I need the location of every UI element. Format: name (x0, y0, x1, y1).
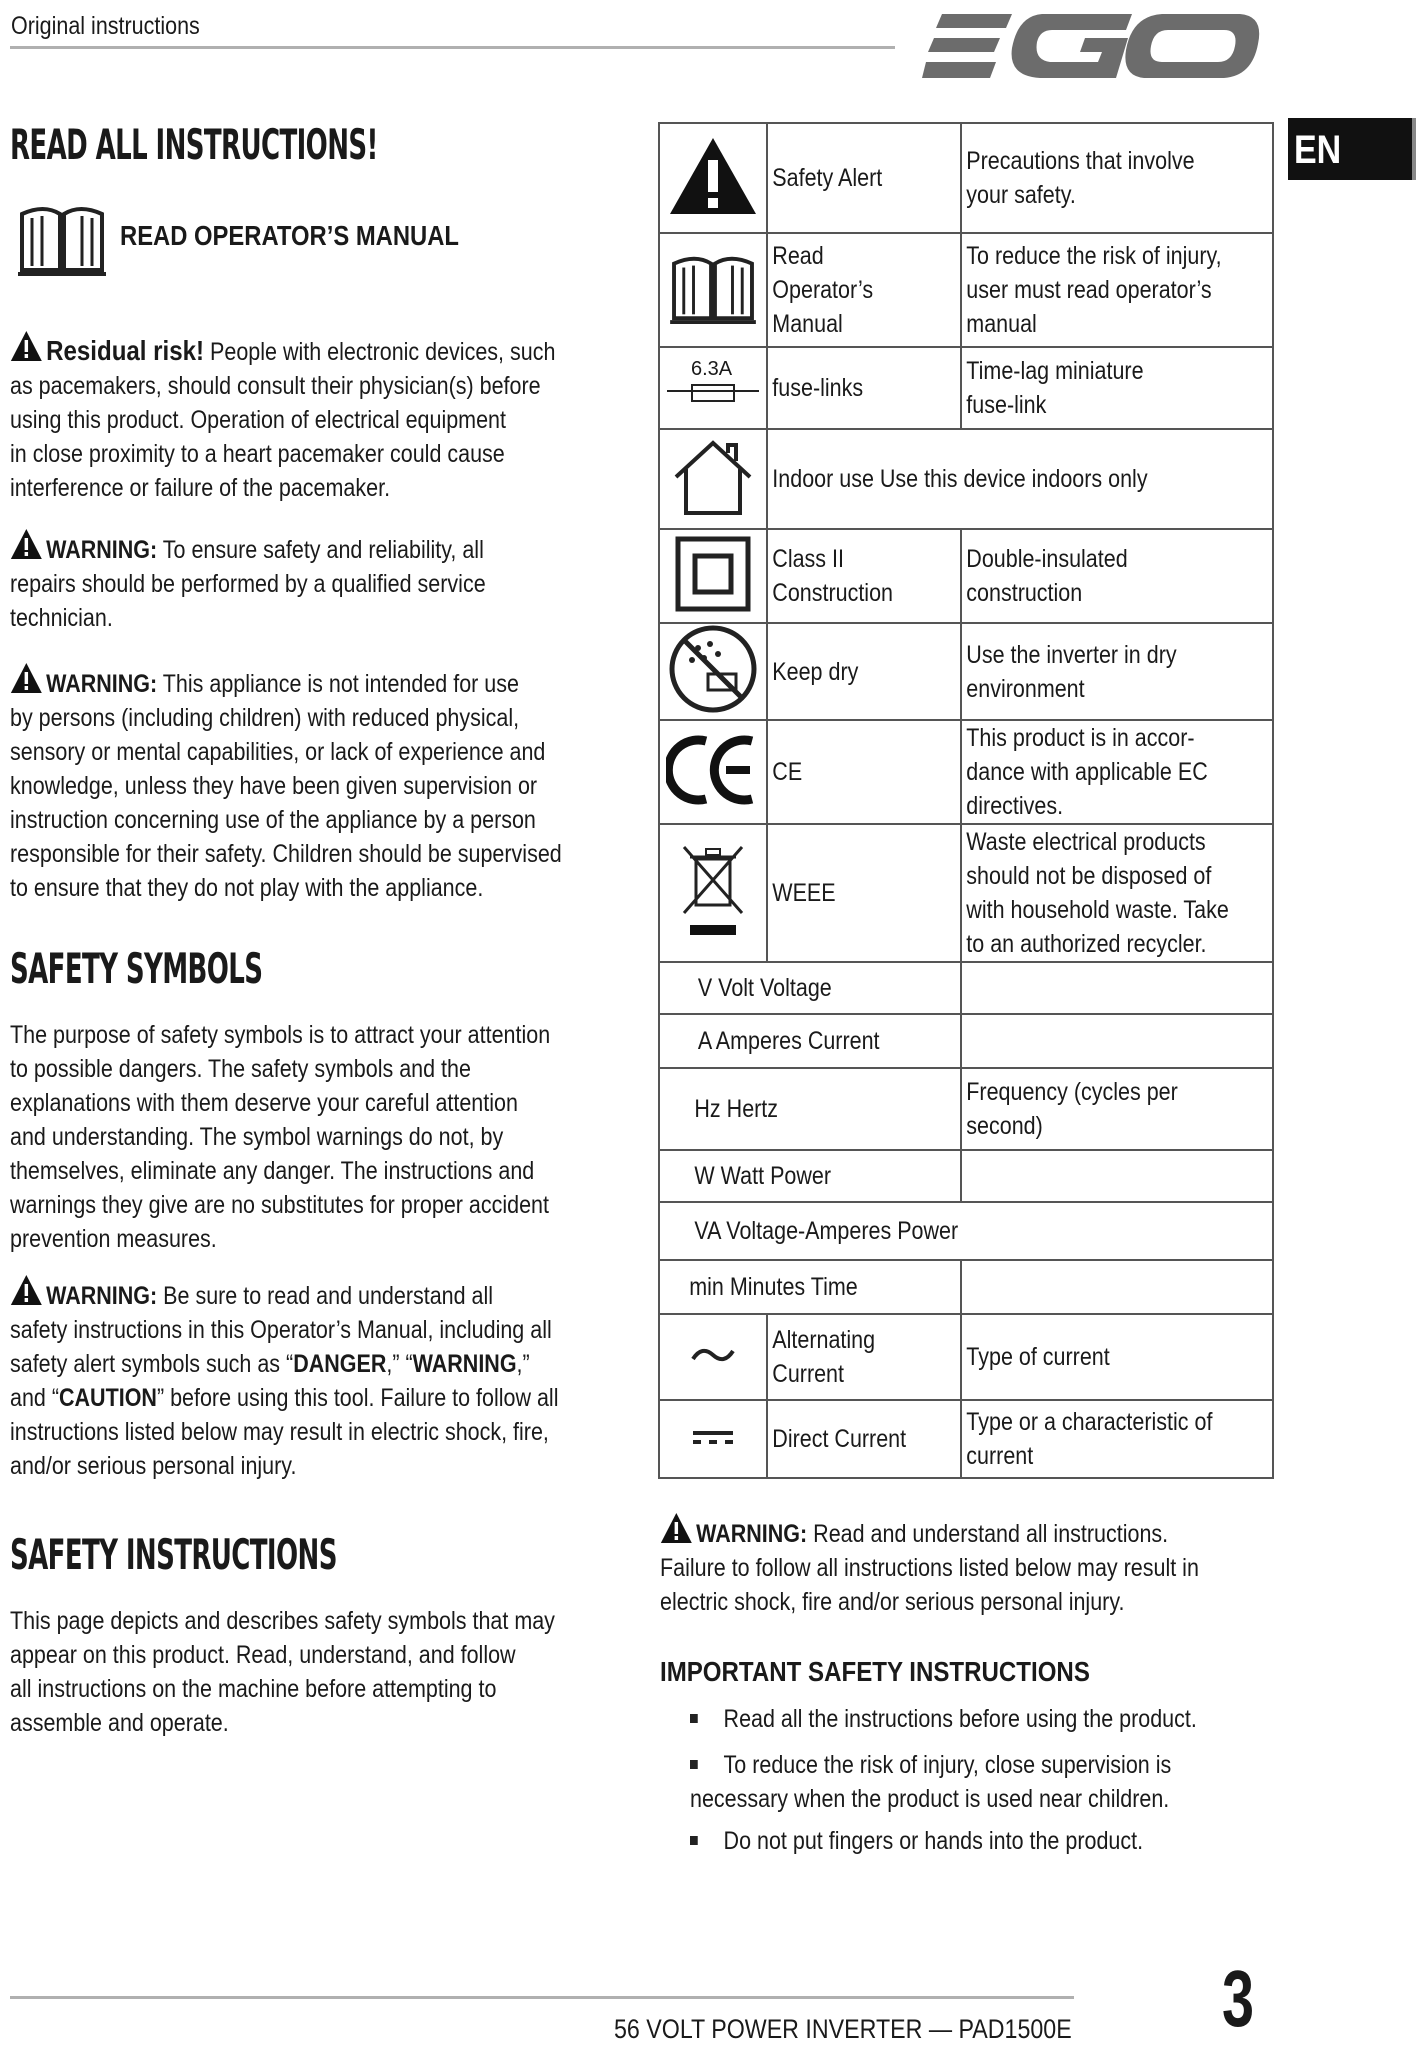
table-row: Alternating Current Type of current (659, 1314, 1273, 1400)
table-row: Indoor use Use this device indoors only (659, 429, 1273, 529)
safety-instructions-heading: SAFETY INSTRUCTIONS (10, 1530, 337, 1579)
header-title: Original instructions (11, 12, 200, 40)
footer-product: 56 VOLT POWER INVERTER — PAD1500E (614, 2014, 1072, 2044)
table-row: Read Operator’s Manual To reduce the risk of injury, user must read operator’s manual (659, 233, 1273, 347)
table-row: min Minutes Time (659, 1260, 1273, 1314)
list-item: Do not put fingers or hands into the product. (690, 1824, 1292, 1858)
footer-rule (10, 1996, 1074, 1999)
table-row: 6.3A fuse-links Time-lag miniature fuse-link (659, 347, 1273, 429)
safety-instructions-paragraph: This page depicts and describes safety symbols that may appear on this product. Read, understand, and follow all instructions on the machine before attempting to assemble and operate. (10, 1607, 555, 1737)
ego-logo-graphic (922, 8, 1262, 88)
fuse-icon (663, 358, 763, 418)
table-row: V Volt Voltage (659, 962, 1273, 1014)
right-warning-paragraph: WARNING: Read and understand all instructions. Failure to follow all instructions listed below may result in electric shock, fire and/or serious personal injury. (660, 1512, 1279, 1619)
house-icon (670, 437, 756, 517)
manual-icon (18, 200, 106, 283)
header-rule (10, 46, 895, 49)
language-label: EN (1294, 128, 1342, 172)
double-square-icon (675, 536, 751, 612)
ego-logo (922, 8, 1262, 88)
table-row: VA Voltage-Amperes Power (659, 1202, 1273, 1260)
table-row: Class II Construction Double-insulated construction (659, 529, 1273, 623)
residual-risk-paragraph: Residual risk! People with electronic devices, such as pacemakers, should consult their physician(s) before using this product. Operation of electrical equipment in close proximity to a heart pacemaker could cause interference or failure of the pacemaker. (10, 330, 612, 505)
direct-current-icon (691, 1427, 735, 1447)
book-icon (670, 250, 756, 326)
table-row: Hz Hertz Frequency (cycles per second) (659, 1068, 1273, 1150)
ce-mark-icon (666, 733, 760, 807)
warning-triangle-icon (668, 136, 758, 216)
warning-triangle-icon (660, 1512, 693, 1544)
list-item: Read all the instructions before using the product. (690, 1702, 1292, 1748)
list-item: To reduce the risk of injury, close supervision is (690, 1748, 1292, 1782)
list-item-continued: necessary when the product is used near children. (690, 1785, 1170, 1813)
table-row: Direct Current Type or a characteristic of current (659, 1400, 1273, 1478)
alternating-current-icon (691, 1343, 735, 1367)
important-heading: IMPORTANT SAFETY INSTRUCTIONS (660, 1656, 1090, 1687)
warning-triangle-icon (10, 528, 43, 560)
warning-triangle-icon (10, 1274, 43, 1306)
weee-bin-icon (678, 841, 748, 941)
table-row: Safety Alert Precautions that involve your safety. (659, 123, 1273, 233)
read-manual-label: READ OPERATOR’S MANUAL (120, 220, 459, 251)
warning-triangle-icon (10, 662, 43, 694)
page-number: 3 (1222, 1954, 1255, 2043)
table-row: CE This product is in accor- dance with applicable EC directives. (659, 720, 1273, 824)
warning-persons-paragraph: WARNING: This appliance is not intended for use by persons (including children) with reduced physical, sensory or mental capabilities, or lack of experience and knowledge, unless they have been given supervision or instruction concerning use of the appliance by a person responsible for their safety. Children should be supervised to ensure that they do not play with the appliance. (10, 662, 612, 905)
language-tab (1288, 118, 1416, 180)
keep-dry-icon (668, 624, 758, 714)
table-row: A Amperes Current (659, 1014, 1273, 1068)
read-all-heading: READ ALL INSTRUCTIONS! (10, 120, 378, 169)
table-row: Keep dry Use the inverter in dry environment (659, 623, 1273, 720)
table-row: WEEE Waste electrical products should not be disposed of with household waste. Take to an authorized recycler. (659, 824, 1273, 962)
fuse-rating: 6.3A (691, 358, 733, 380)
safety-symbols-heading: SAFETY SYMBOLS (10, 944, 263, 993)
safety-symbols-paragraph: The purpose of safety symbols is to attract your attention to possible dangers. The safety symbols and the explanations with them deserve your careful attention and understanding. The symbol warnings do not, by themselves, eliminate any danger. The instructions and warnings they give are no substitutes for proper accident prevention measures. (10, 1021, 551, 1253)
warning-triangle-icon (10, 330, 43, 362)
table-row: W Watt Power (659, 1150, 1273, 1202)
warning-repairs-paragraph: WARNING: To ensure safety and reliability, all repairs should be performed by a qualified service technician. (10, 528, 612, 635)
symbols-table (658, 122, 1274, 1479)
warning-read-manual-paragraph: WARNING: Be sure to read and understand all safety instructions in this Operator’s Manual, including all safety alert symbols such as “DANGER,” “WARNING,” and “CAUTION” before using this tool. Failure to follow all instructions listed below may result in electric shock, fire, and/or serious personal injury. (10, 1274, 612, 1483)
bullet-list (690, 1702, 1292, 1858)
